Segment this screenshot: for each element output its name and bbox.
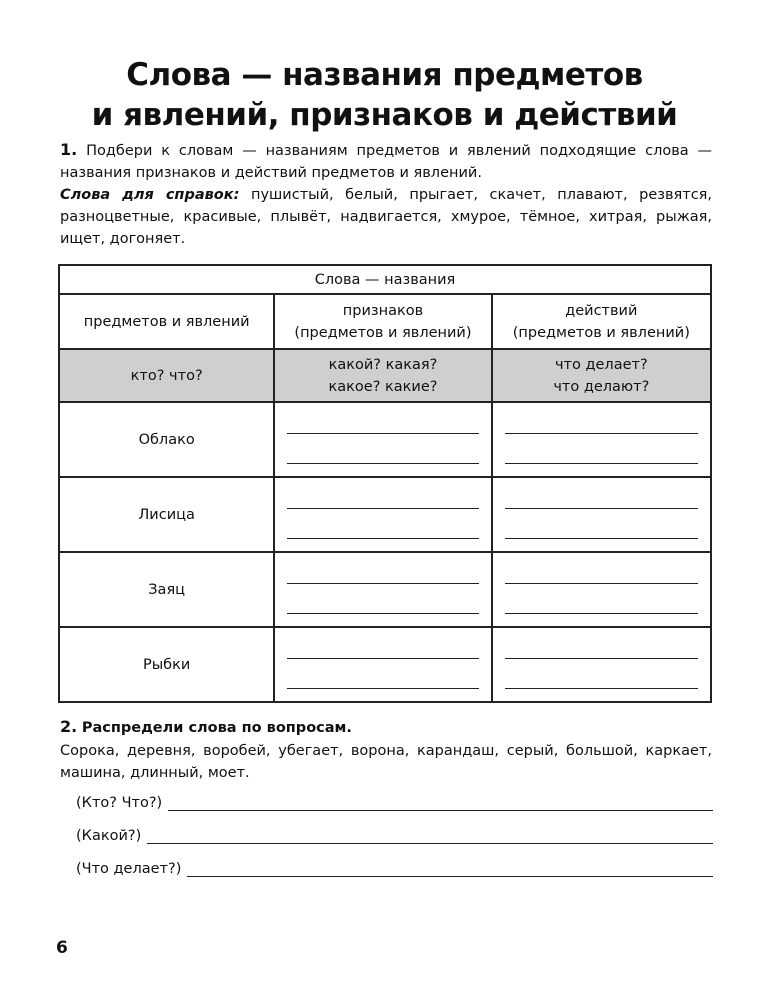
answer-line-what-does[interactable] [187,861,713,877]
answer-line [287,463,478,464]
col-attributes-line-1: признаков [342,302,424,319]
table-row [59,402,711,477]
answer-cell-actions[interactable] [492,552,711,627]
answer-cell-actions[interactable] [492,477,711,552]
answer-line [287,433,478,434]
exercise-2-number: 2. [60,717,78,736]
answer-row-who-what [76,795,713,811]
answer-cell-attributes[interactable] [274,402,491,477]
answer-line [505,463,698,464]
exercise-2-text: Распредели слова по вопросам. [81,720,352,736]
question-attributes [274,349,491,402]
question-actions [492,349,711,402]
answer-line [505,433,698,434]
answer-line [505,508,698,509]
exercise-1-task [60,139,712,184]
page-number: 6 [56,938,68,958]
table-row [59,627,711,702]
answer-line [287,508,478,509]
answer-line [505,538,698,539]
reference-label: Слова для справок: [60,187,240,203]
question-actions-line-2: что делают? [553,378,650,395]
question-attributes-line-1: какой? какая? [328,356,438,373]
reference-words-text: пушистый, белый, прыгает, скачет, плавают, резвятся, разноцветные, красивые, плывёт, надвигается, хмурое, тёмное, хитрая, рыжая, ищет, догоняет. [60,187,713,247]
row-word: Облако [59,402,274,477]
answer-line [505,583,698,584]
answer-line [505,658,698,659]
answer-cell-attributes[interactable] [274,552,491,627]
words-table [58,264,712,703]
col-actions-header [492,294,711,349]
answer-cell-actions[interactable] [492,402,711,477]
question-attributes-line-2: какое? какие? [328,378,438,395]
answer-line-who-what[interactable] [168,795,713,811]
col-attributes-line-2: (предметов и явлений) [294,324,472,341]
answer-line [287,688,478,689]
table-header: Слова — названия [59,265,711,294]
exercise-2-task [60,716,712,739]
answer-line [287,658,478,659]
col-actions-line-1: действий [565,302,638,319]
table-row [59,477,711,552]
row-word: Лисица [59,477,274,552]
prompt-what-does: (Что делает?) [76,861,182,877]
answer-line [287,613,478,614]
col-objects-header: предметов и явлений [59,294,274,349]
col-attributes-header [274,294,491,349]
question-objects: кто? что? [59,349,274,402]
answer-row-what-does [76,861,713,877]
question-actions-line-1: что делает? [554,356,648,373]
reference-words [60,184,712,250]
row-word: Рыбки [59,627,274,702]
answer-line [287,538,478,539]
table-row [59,552,711,627]
answer-cell-actions[interactable] [492,627,711,702]
prompt-which: (Какой?) [76,828,142,844]
page-title-line-2: и явлений, признаков и действий [91,97,678,133]
exercise-2-words: Сорока, деревня, воробей, убегает, ворона, карандаш, серый, большой, каркает, машина, длинный, моет. [60,743,712,781]
col-actions-line-2: (предметов и явлений) [512,324,690,341]
answer-line [287,583,478,584]
page-title-line-1: Слова — названия предметов [126,57,643,93]
answer-line [505,613,698,614]
row-word: Заяц [59,552,274,627]
answer-line-which[interactable] [147,828,713,844]
exercise-1-number: 1. [60,140,78,159]
answer-line [505,688,698,689]
answer-row-which [76,828,713,844]
exercise-1-text: Подбери к словам — названиям предметов и явлений подходящие слова — названия признаков и действий предметов и явлений. [60,143,712,181]
prompt-who-what: (Кто? Что?) [76,795,163,811]
answer-cell-attributes[interactable] [274,477,491,552]
answer-cell-attributes[interactable] [274,627,491,702]
